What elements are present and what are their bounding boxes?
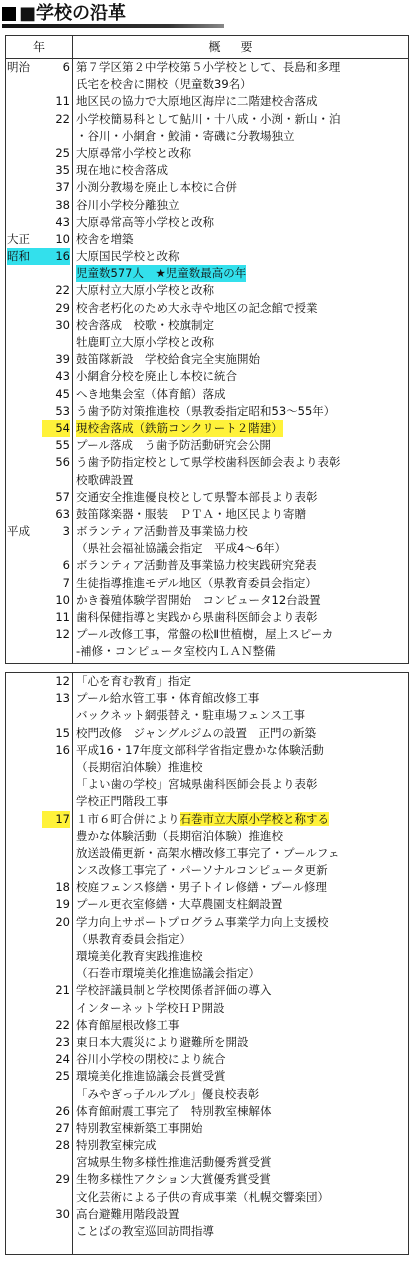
table-row bbox=[6, 707, 408, 724]
summary-cell: 歯科保健指導と実践から県歯科医師会より表彰 bbox=[76, 610, 318, 624]
summary-cell: 小網倉分校を廃止し本校に統合 bbox=[76, 369, 237, 384]
table-row bbox=[6, 776, 408, 793]
table-row bbox=[6, 1034, 408, 1051]
summary-cell: 学校評議員制と学校関係者評価の導入 bbox=[76, 983, 272, 998]
table-row bbox=[6, 1137, 408, 1154]
year-cell: 39 bbox=[55, 352, 70, 367]
year-cell: 43 bbox=[55, 369, 70, 384]
summary-cell: 特別教室棟新築工事開始 bbox=[76, 1120, 203, 1135]
year-cell: 30 bbox=[55, 317, 70, 332]
table-row bbox=[6, 145, 408, 162]
summary-cell: プール更衣室修繕・大草農園支柱網設置 bbox=[76, 897, 283, 912]
table-row bbox=[6, 111, 408, 128]
table-row bbox=[6, 1223, 408, 1240]
table-row bbox=[6, 231, 408, 248]
table-row bbox=[6, 1206, 408, 1223]
summary-cell: 宮城県生物多様性推進活動優秀賞受賞 bbox=[76, 1155, 272, 1170]
summary-cell: 地区民の協力で大原地区海岸に二階建校舎落成 bbox=[76, 94, 318, 109]
summary-cell: （長期宿泊体験）推進校 bbox=[76, 759, 203, 774]
summary-cell: 小学校簡易科として鮎川・十八成・小渕・新山・泊 bbox=[76, 111, 341, 126]
title-underline bbox=[2, 24, 224, 28]
table-row bbox=[6, 609, 408, 626]
table-row bbox=[6, 214, 408, 231]
table-row bbox=[6, 128, 408, 145]
year-cell: 17 bbox=[42, 811, 70, 828]
year-cell: 15 bbox=[55, 725, 70, 740]
table-row bbox=[6, 76, 408, 93]
year-cell: 11 bbox=[55, 610, 70, 624]
summary-cell: 環境美化教育実践推進校 bbox=[76, 949, 203, 963]
era-cell: 平成 bbox=[7, 524, 30, 539]
summary-cell: （石巻市環境美化推進協議会指定） bbox=[76, 966, 260, 981]
summary-cell: 氏宅を校舎に開校（児童数39名） bbox=[76, 77, 252, 92]
table-row bbox=[6, 197, 408, 214]
summary-cell: プール改修工事，常盤の松Ⅱ世植樹，屋上スピーカ bbox=[76, 627, 334, 642]
table-row bbox=[6, 300, 408, 317]
table-row bbox=[6, 725, 408, 742]
summary-cell: 平成16・17年度文部科学省指定豊かな体験活動 bbox=[76, 742, 324, 757]
table-row bbox=[6, 489, 408, 506]
year-cell: 22 bbox=[55, 111, 70, 126]
summary-cell: 生徒指導推進モデル地区（県教育委員会指定） bbox=[76, 575, 317, 590]
era-cell: 大正 bbox=[7, 231, 30, 246]
year-cell: 12 bbox=[55, 627, 70, 642]
summary-cell: 鼓笛隊新設 学校給食完全実施開始 bbox=[76, 352, 260, 367]
summary-cell: 校庭フェンス修繕・男子トイレ修繕・プール修理 bbox=[76, 880, 327, 895]
summary-cell: -補修・コンピュータ室校内ＬＡＮ整備 bbox=[76, 644, 276, 659]
year-cell: 53 bbox=[55, 403, 70, 418]
era-cell: 昭和 bbox=[7, 248, 43, 265]
table-row bbox=[6, 948, 408, 965]
summary-cell: プール落成 う歯予防活動研究会公開 bbox=[76, 438, 271, 453]
year-cell: 30 bbox=[55, 1206, 70, 1221]
table-row bbox=[6, 1017, 408, 1034]
summary-cell: 放送設備更新・高架水槽改修工事完了・プールフェ bbox=[76, 845, 340, 860]
table-row bbox=[6, 1154, 408, 1171]
summary-cell: 大原国民学校と改称 bbox=[76, 249, 180, 264]
table-row bbox=[6, 317, 408, 334]
table-row bbox=[6, 742, 408, 759]
summary-cell: 第７学区第２中学校第５小学校として、長島和多理 bbox=[76, 60, 341, 74]
summary-cell: 大原村立大原小学校と改称 bbox=[76, 283, 214, 298]
year-cell: 55 bbox=[55, 438, 70, 453]
table-row bbox=[6, 523, 408, 540]
year-cell: 57 bbox=[55, 489, 70, 504]
year-cell: 21 bbox=[55, 983, 70, 998]
summary-cell: 環境美化推進協議会長賞受賞 bbox=[76, 1069, 226, 1084]
table-row bbox=[6, 793, 408, 810]
year-cell: 24 bbox=[55, 1052, 70, 1067]
year-cell: 19 bbox=[55, 897, 70, 912]
year-cell: 10 bbox=[55, 592, 70, 607]
table-row bbox=[6, 386, 408, 403]
summary-cell: 体育館耐震工事完了 特別教室棟解体 bbox=[76, 1103, 272, 1118]
summary-cell: ことばの教室巡回訪問指導 bbox=[76, 1224, 214, 1238]
year-cell: 35 bbox=[55, 163, 70, 178]
summary-cell: プール給水管工事・体育館改修工事 bbox=[76, 691, 260, 706]
era-cell: 明治 bbox=[7, 60, 30, 74]
table-row bbox=[6, 643, 408, 660]
year-cell: 38 bbox=[55, 197, 70, 212]
table-row bbox=[6, 759, 408, 776]
year-cell: 10 bbox=[55, 231, 70, 246]
summary-cell: 大原尋常小学校と改称 bbox=[76, 145, 191, 160]
table-row bbox=[6, 879, 408, 896]
year-cell: 18 bbox=[55, 880, 70, 895]
year-cell: 16 bbox=[42, 248, 70, 265]
table-row bbox=[6, 93, 408, 110]
year-cell: 25 bbox=[55, 145, 70, 160]
year-cell: 63 bbox=[55, 506, 70, 521]
year-cell: 11 bbox=[55, 94, 70, 109]
table-row bbox=[6, 557, 408, 574]
year-cell: 29 bbox=[55, 300, 70, 315]
table-row bbox=[6, 1103, 408, 1120]
year-cell: 7 bbox=[62, 575, 70, 590]
table-body bbox=[6, 59, 408, 663]
table-row bbox=[6, 1051, 408, 1068]
table-row bbox=[6, 420, 408, 437]
table-row bbox=[6, 982, 408, 999]
year-cell: 29 bbox=[55, 1172, 70, 1187]
summary-cell: 児童数577人 ★児童数最高の年 bbox=[76, 265, 246, 282]
table-row bbox=[6, 1120, 408, 1137]
year-cell: 3 bbox=[62, 524, 70, 539]
header-summary: 概要 bbox=[208, 40, 273, 54]
year-cell: 28 bbox=[55, 1138, 70, 1153]
table-row bbox=[6, 914, 408, 931]
table-row bbox=[6, 690, 408, 707]
year-cell: 22 bbox=[55, 1017, 70, 1032]
table-row bbox=[6, 472, 408, 489]
header-year: 年 bbox=[6, 36, 73, 58]
table-row bbox=[6, 931, 408, 948]
summary-cell: 文化芸術による子供の育成事業（札幌交響楽団） bbox=[76, 1189, 329, 1204]
summary-cell: 校門改修 ジャングルジムの設置 正門の新築 bbox=[76, 725, 316, 740]
summary-cell: 鼓笛隊楽器・服装 ＰＴＡ・地区民より寄贈 bbox=[76, 506, 306, 521]
year-cell: 20 bbox=[55, 914, 70, 929]
summary-cell: バックネット網張替え・駐車場フェンス工事 bbox=[76, 708, 305, 723]
year-cell: 6 bbox=[62, 60, 70, 74]
summary-cell: インターネット学校ＨＰ開設 bbox=[76, 1000, 225, 1015]
summary-cell: 校歌碑設置 bbox=[76, 472, 134, 487]
summary-cell: （県教育委員会指定） bbox=[76, 931, 191, 946]
summary-cell: 高台避難用階段設置 bbox=[76, 1206, 180, 1221]
table-row bbox=[6, 1000, 408, 1017]
table-row bbox=[6, 540, 408, 557]
table-row bbox=[6, 828, 408, 845]
summary-cell: 谷川小学校の閉校により統合 bbox=[76, 1052, 226, 1067]
year-cell: 25 bbox=[55, 1069, 70, 1084]
summary-cell: へき地集会室（体育館）落成 bbox=[76, 386, 226, 401]
summary-cell: かき養殖体験学習開始 コンピュータ12台設置 bbox=[76, 592, 321, 607]
history-table-1 bbox=[5, 35, 409, 664]
table-row bbox=[6, 248, 408, 265]
table-row bbox=[6, 368, 408, 385]
summary-cell: ・谷川・小網倉・鮫浦・寄磯に分教場独立 bbox=[76, 128, 295, 143]
table-row bbox=[6, 403, 408, 420]
summary-cell: 大原尋常高等小学校と改称 bbox=[76, 214, 214, 229]
page-title: ■学校の沿革 bbox=[19, 3, 127, 24]
year-cell: 13 bbox=[55, 691, 70, 706]
summary-text: １市６町合併により bbox=[76, 811, 180, 826]
summary-cell: 豊かな体験活動（長期宿泊体験）推進校 bbox=[76, 828, 283, 843]
table-row bbox=[6, 862, 408, 879]
table-row bbox=[6, 673, 408, 690]
table-header bbox=[6, 36, 408, 59]
table-row bbox=[6, 575, 408, 592]
summary-cell: （県社会福祉協議会指定 平成4～6年） bbox=[76, 541, 287, 556]
summary-cell: う歯予防対策推進校（県教委指定昭和53～55年） bbox=[76, 403, 336, 418]
year-cell: 6 bbox=[62, 558, 70, 573]
table-row bbox=[6, 59, 408, 76]
year-cell: 26 bbox=[55, 1103, 70, 1118]
table-row bbox=[6, 282, 408, 299]
summary-cell bbox=[76, 811, 329, 828]
table-body bbox=[6, 673, 408, 1254]
summary-cell: 校舎落成 校歌・校旗制定 bbox=[76, 317, 214, 332]
summary-cell: 東日本大震災により避難所を開設 bbox=[76, 1034, 249, 1049]
table-row bbox=[6, 506, 408, 523]
bullet-square-icon bbox=[2, 7, 16, 21]
table-row bbox=[6, 1068, 408, 1085]
table-row bbox=[6, 1086, 408, 1103]
summary-cell: 体育館屋根改修工事 bbox=[76, 1017, 180, 1032]
table-row bbox=[6, 1189, 408, 1206]
year-cell: 22 bbox=[55, 283, 70, 298]
table-row bbox=[6, 811, 408, 828]
highlighted-text: 石巻市立大原小学校と称する bbox=[179, 811, 329, 826]
summary-cell: 小渕分教場を廃止し本校に合併 bbox=[76, 180, 237, 195]
year-cell: 45 bbox=[55, 386, 70, 401]
summary-cell: ボランティア活動普及事業協力校 bbox=[76, 524, 248, 539]
year-cell: 16 bbox=[55, 742, 70, 757]
year-cell: 27 bbox=[55, 1120, 70, 1135]
year-cell: 37 bbox=[55, 180, 70, 195]
summary-cell: 牡鹿町立大原小学校と改称 bbox=[76, 335, 214, 349]
history-table-2 bbox=[5, 672, 409, 1255]
table-row bbox=[6, 845, 408, 862]
summary-cell: 学力向上サポートプログラム事業学力向上支援校 bbox=[76, 914, 329, 929]
table-row bbox=[6, 965, 408, 982]
year-cell: 12 bbox=[55, 674, 70, 688]
summary-cell: 特別教室棟完成 bbox=[76, 1138, 157, 1153]
table-row bbox=[6, 179, 408, 196]
summary-cell: 「みやぎっ子ルルブル」優良校表彰 bbox=[76, 1086, 260, 1101]
summary-cell: 谷川小学校分離独立 bbox=[76, 197, 180, 212]
summary-cell: 校舎老朽化のため大永寺や地区の記念館で授業 bbox=[76, 300, 318, 315]
year-cell: 23 bbox=[55, 1034, 70, 1049]
page-header bbox=[0, 2, 412, 28]
table-row bbox=[6, 896, 408, 913]
year-cell: 54 bbox=[42, 420, 70, 437]
summary-cell: 交通安全推進優良校として県警本部長より表彰 bbox=[76, 489, 318, 504]
table-row bbox=[6, 1171, 408, 1188]
summary-cell: 生物多様性アクション大賞優秀賞受賞 bbox=[76, 1172, 271, 1187]
summary-cell: 「心を育む教育」指定 bbox=[76, 674, 191, 688]
table-row bbox=[6, 162, 408, 179]
table-row bbox=[6, 334, 408, 351]
summary-cell: 現校舎落成（鉄筋コンクリート２階建） bbox=[76, 420, 283, 437]
year-cell: 43 bbox=[55, 214, 70, 229]
summary-cell: 「よい歯の学校」宮城県歯科医師会長より表彰 bbox=[76, 777, 318, 792]
summary-cell: 現在地に校舎落成 bbox=[76, 163, 168, 178]
summary-cell: う歯予防指定校として県学校歯科医師会表より表彰 bbox=[76, 455, 341, 470]
summary-cell: ンス改修工事完了・パーソナルコンピュータ更新 bbox=[76, 863, 328, 878]
summary-cell: ボランティア活動普及事業協力校実践研究発表 bbox=[76, 558, 317, 573]
table-row bbox=[6, 626, 408, 643]
year-cell: 56 bbox=[55, 455, 70, 470]
table-row bbox=[6, 351, 408, 368]
table-row bbox=[6, 437, 408, 454]
table-row bbox=[6, 454, 408, 471]
summary-cell: 学校正門階段工事 bbox=[76, 794, 168, 809]
summary-cell: 校舎を増築 bbox=[76, 231, 134, 246]
table-row bbox=[6, 265, 408, 282]
table-row bbox=[6, 592, 408, 609]
